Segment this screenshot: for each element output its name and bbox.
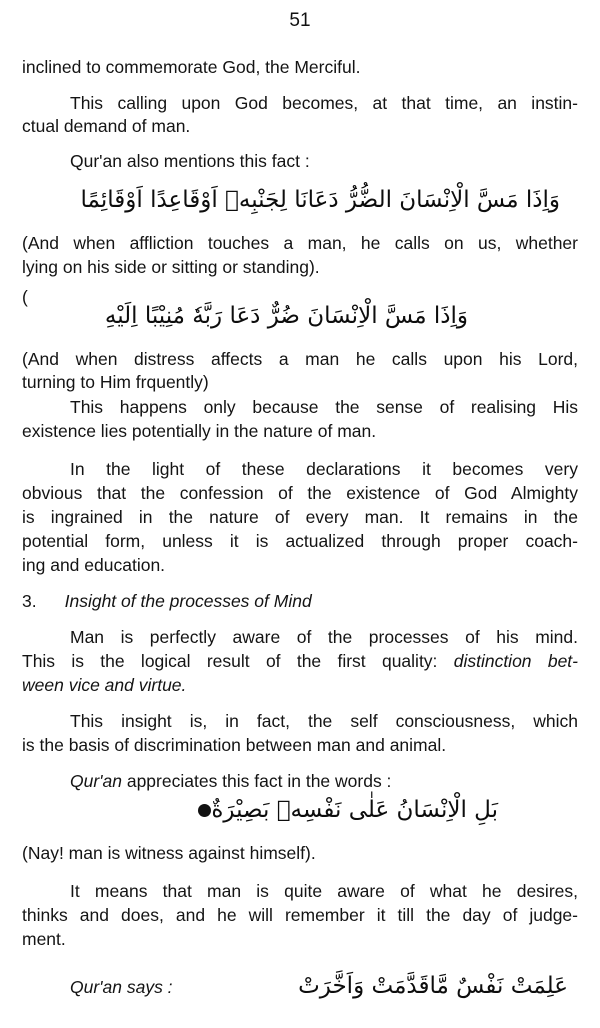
text-line bbox=[22, 842, 578, 864]
text-line: ( bbox=[22, 287, 28, 307]
arabic-text: بَلِ الْاِنْسَانُ عَلٰى نَفْسِهٖ بَصِيْرَةٌ bbox=[211, 797, 498, 823]
text-line: inclined to commemorate God, the Merciful. bbox=[22, 57, 361, 77]
text-line: ment. bbox=[22, 929, 66, 949]
arabic-verse: وَاِذَا مَسَّ الْاِنْسَانَ الضُّرُّ دَعَانَا لِجَنْبِهٖ اَوْقَاعِدًا اَوْقَائِمًا bbox=[80, 187, 560, 213]
text-line bbox=[22, 650, 578, 672]
text-line: This calling upon God becomes, at that time, an instin- bbox=[70, 93, 578, 113]
text-line: This happens only because the sense of realising His bbox=[70, 397, 578, 417]
text-line: existence lies potentially in the nature of man. bbox=[22, 421, 377, 441]
text-line: (And when affliction touches a man, he calls on us, whether bbox=[22, 233, 578, 253]
text-line: is ingrained in the nature of every man. It remains in the bbox=[22, 507, 578, 527]
text-line: Qur'an says : bbox=[70, 977, 173, 997]
text-line: Qur'an also mentions this fact : bbox=[70, 151, 310, 171]
text-span-italic: Qur'an bbox=[70, 771, 122, 791]
section-number: 3. bbox=[22, 591, 37, 611]
text-span-italic: distinction bet- bbox=[453, 651, 578, 671]
text-span: appreciates this fact in the words : bbox=[121, 771, 392, 791]
text-line: thinks and does, and he will remember it till the day of judge- bbox=[22, 905, 578, 925]
text-span: lying on his side or sitting or standing). bbox=[22, 257, 320, 277]
text-line: ctual demand of man. bbox=[22, 116, 191, 136]
arabic-verse: وَاِذَا مَسَّ الْاِنْسَانَ ضُرٌّ دَعَا رَبَّهٗ مُنِيْبًا اِلَيْهِ bbox=[104, 303, 468, 329]
text-line: ween vice and virtue. bbox=[22, 675, 187, 695]
page-number: 51 bbox=[289, 10, 311, 31]
text-line: (And when distress affects a man he calls upon his Lord, bbox=[22, 349, 578, 369]
text-line bbox=[22, 770, 578, 792]
text-line: potential form, unless it is actualized through proper coach- bbox=[22, 531, 578, 551]
text-span: This is the logical result of the first quality: bbox=[22, 651, 454, 671]
section-title: Insight of the processes of Mind bbox=[64, 591, 312, 611]
text-line: This insight is, in fact, the self consciousness, which bbox=[70, 711, 578, 731]
text-span: turning to Him frquently) bbox=[22, 372, 209, 392]
text-line: ing and education. bbox=[22, 555, 166, 575]
text-line: obvious that the confession of the existence of God Almighty bbox=[22, 483, 578, 503]
text-line bbox=[22, 256, 578, 278]
text-line: It means that man is quite aware of what he desires, bbox=[70, 881, 578, 901]
text-line: Man is perfectly aware of the processes of his mind. bbox=[70, 627, 578, 647]
text-line: In the light of these declarations it becomes very bbox=[70, 459, 578, 479]
arabic-verse: عَلِمَتْ نَفْسٌ مَّاقَدَّمَتْ وَاَخَّرَتْ bbox=[298, 973, 568, 999]
document-page bbox=[22, 0, 578, 1028]
text-line bbox=[22, 371, 578, 393]
section-heading bbox=[22, 590, 578, 612]
arabic-verse bbox=[192, 794, 498, 826]
verse-end-dot-icon bbox=[198, 804, 211, 817]
text-span: (Nay! man is witness against himself). bbox=[22, 843, 316, 863]
text-line: is the basis of discrimination between man and animal. bbox=[22, 735, 447, 755]
